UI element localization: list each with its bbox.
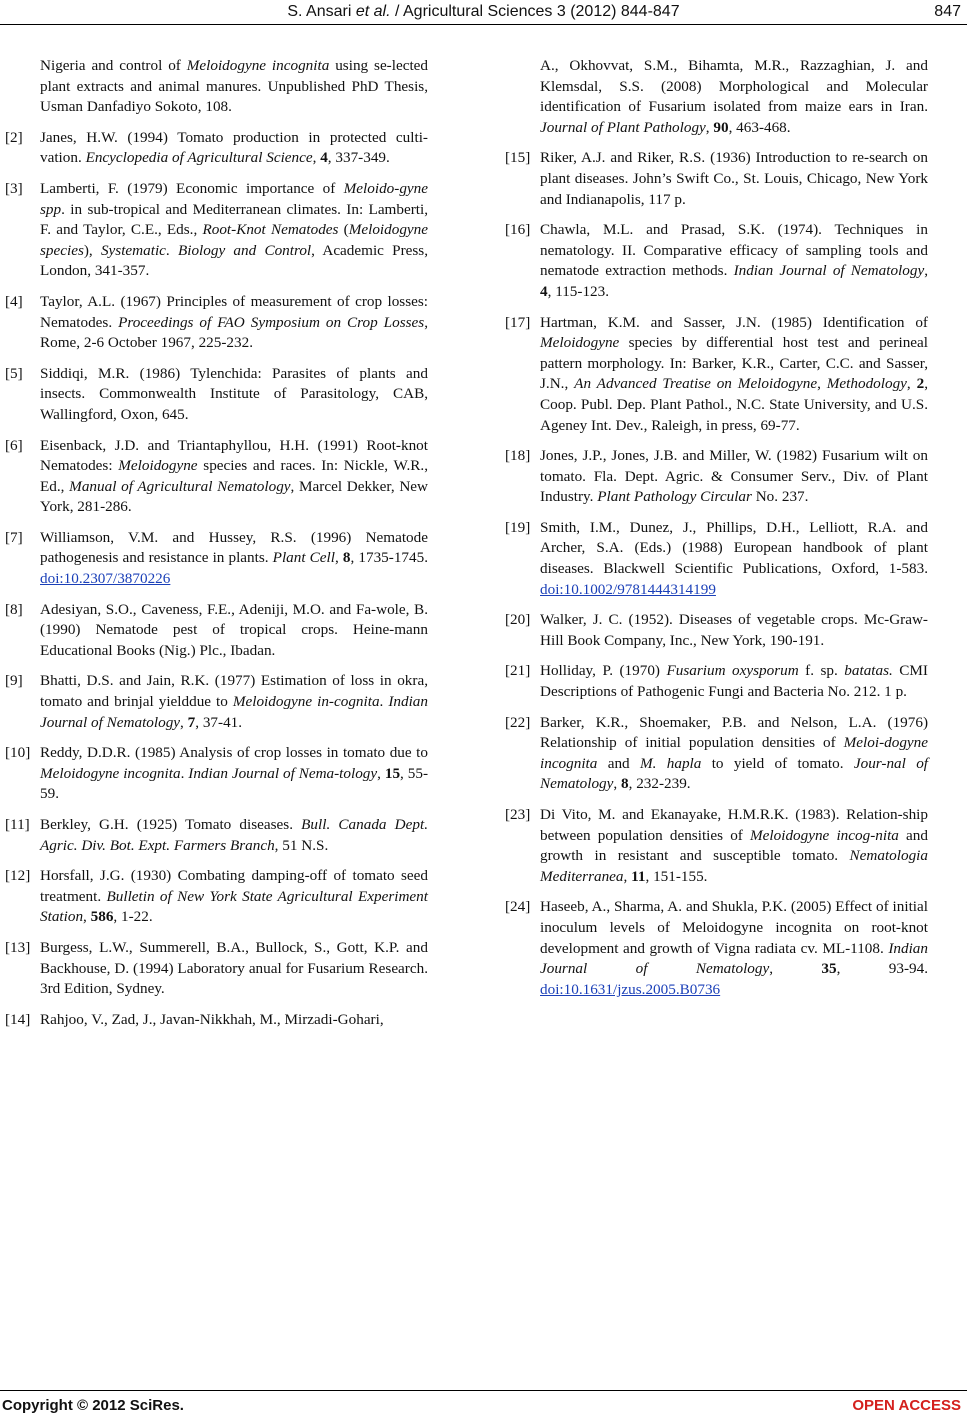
ref-italic: Manual of Agricultural Nematology	[69, 477, 291, 495]
ref-text: and	[597, 754, 640, 772]
doi-link[interactable]: doi:10.1002/9781444314199	[540, 580, 716, 598]
ref-number: [9]	[5, 672, 23, 690]
ref-text: , Marcel Dekker, New York, 281-286.	[40, 477, 428, 516]
ref-text: and growth in resistant and susceptible tomato.	[540, 826, 928, 865]
ref-italic: Meloidogyne incognita	[40, 764, 181, 782]
ref-text: Janes, H.W. (1994) Tomato production in protected culti-vation.	[40, 128, 428, 167]
ref-italic: Indian Journal of Nema-tology	[188, 764, 378, 782]
copyright-notice: Copyright © 2012 SciRes.	[2, 1397, 184, 1414]
reference-19	[505, 518, 928, 600]
ref-text: , 1-22.	[113, 908, 153, 926]
ref-italic: Systematic	[100, 241, 166, 259]
ref-italic: Proceedings of FAO Symposium on Crop Losses	[118, 313, 425, 331]
ref-text: .	[165, 241, 178, 259]
ref-italic: Meloido-gyne spp	[40, 179, 428, 218]
doi-link[interactable]: doi:10.2307/3870226	[40, 570, 171, 588]
ref-italic: Meloidogyne incog-nita	[750, 826, 899, 844]
open-access-label: OPEN ACCESS	[852, 1397, 961, 1414]
ref-italic: An Advanced Treatise on Meloidogyne	[574, 375, 818, 393]
reference-20	[505, 610, 928, 651]
ref-italic: Meloidogyne species	[40, 221, 428, 259]
ref-italic: Indian Journal of Nematology	[540, 939, 928, 978]
ref-text: Haseeb, A., Sharma, A. and Shukla, P.K. (2005) Effect of initial inoculum levels of Meloidogyne incognita on root-knot development and growth of Vigna radiata cv. ML-1108.	[540, 898, 928, 957]
reference-11	[5, 815, 428, 856]
reference-7	[5, 528, 428, 590]
ref-number: [18]	[505, 447, 531, 465]
ref-number: [14]	[5, 1010, 31, 1028]
ref-italic: M. hapla	[639, 754, 702, 772]
ref-text: ,	[613, 775, 621, 793]
reference-3	[5, 179, 428, 282]
ref-italic: batatas.	[844, 662, 893, 680]
ref-text: Berkley, G.H. (1925) Tomato diseases.	[40, 816, 302, 833]
ref-text: ),	[83, 241, 101, 259]
ref-number: [21]	[505, 662, 531, 680]
ref-italic: Jour-nal of Nematology	[540, 754, 929, 793]
ref-italic: Bulletin of New York State Agricultural Experiment Station	[40, 887, 428, 926]
reference-12	[5, 866, 428, 928]
ref-text: ,	[335, 549, 343, 567]
ref-italic: Plant Pathology Circular	[597, 488, 752, 506]
ref-text: ,	[705, 118, 714, 136]
ref-text: A., Okhovvat, S.M., Bihamta, M.R., Razzaghian, J. and Klemsdal, S.S. (2008) Morphological and Molecular identification of Fusarium isolated from maize ears in Iran.	[540, 57, 928, 116]
ref-volume: 15	[384, 764, 401, 782]
ref-text: , 37-41.	[195, 713, 243, 731]
reference-1-continuation	[5, 56, 428, 118]
reference-2	[5, 128, 428, 169]
ref-number: [13]	[5, 938, 31, 956]
running-authors: S. Ansari	[287, 3, 356, 20]
ref-text: f. sp.	[798, 662, 845, 680]
ref-text: Barker, K.R., Shoemaker, P.B. and Nelson, L.A. (1976) Relationship of initial population densities of	[540, 713, 928, 752]
ref-text: Eisenback, J.D. and Triantaphyllou, H.H. (1991) Root-knot Nematodes:	[40, 436, 428, 475]
ref-italic: Biology and Control	[177, 241, 312, 259]
reference-22	[505, 713, 928, 795]
ref-text: Horsfall, J.G. (1930) Combating damping-off of tomato seed treatment.	[40, 867, 428, 905]
ref-volume: 8	[621, 775, 629, 793]
running-journal: / Agricultural Sciences 3 (2012) 844-847	[390, 3, 680, 20]
ref-number: [7]	[5, 528, 23, 546]
ref-italic: Bull. Canada Dept. Agric. Div. Bot. Expt. Farmers Branch	[40, 816, 428, 854]
ref-italic: Indian Journal of Nematology	[40, 693, 428, 731]
ref-text: , 1735-1745.	[350, 549, 429, 567]
ref-volume: 35	[821, 960, 837, 978]
ref-text: , 337-349.	[327, 149, 390, 167]
ref-number: [2]	[5, 128, 23, 146]
ref-text: Burgess, L.W., Summerell, B.A., Bullock, S., Gott, K.P. and Backhouse, D. (1994) Laboratory anual for Fusarium Research. 3rd Edition, Sydney.	[40, 938, 428, 998]
ref-number: [20]	[505, 611, 531, 629]
ref-volume: 4	[540, 282, 548, 300]
ref-text: (	[338, 221, 349, 239]
ref-volume: 2	[916, 375, 925, 393]
ref-italic: Plant Cell	[272, 549, 335, 567]
ref-text: Lamberti, F. (1979) Economic importance of	[40, 179, 344, 197]
ref-volume: 11	[631, 867, 646, 885]
ref-italic: Meloidogyne in-cognita	[232, 693, 380, 711]
ref-italic: Meloidogyne	[118, 457, 198, 475]
ref-italic: Meloi-dogyne incognita	[540, 734, 928, 772]
ref-text: . in sub-tropical and Mediterranean climates. In: Lamberti, F. and Taylor, C.E., Eds.,	[40, 200, 428, 239]
ref-italic: Journal of Plant Pathology	[540, 118, 706, 136]
ref-text: Nigeria and control of	[40, 57, 187, 74]
ref-text: , 232-239.	[628, 775, 691, 793]
ref-text: Siddiqi, M.R. (1986) Tylenchida: Parasites of plants and insects. Commonwealth Institute of Parasitology, CAB, Wallingford, Oxon, 645.	[40, 364, 428, 423]
ref-text: .	[379, 693, 389, 711]
ref-number: [16]	[505, 221, 531, 239]
reference-5	[5, 364, 428, 426]
ref-italic: Fusarium oxysporum	[666, 662, 799, 680]
ref-number: [19]	[505, 518, 531, 536]
ref-text: , 115-123.	[547, 282, 610, 300]
running-etal: et al.	[355, 3, 391, 20]
ref-italic: Encyclopedia of Agricultural Science	[85, 149, 313, 167]
ref-text: using se-lected plant extracts and animal manures. Unpublished PhD Thesis, Usman Danfadiyo Sokoto, 108.	[40, 57, 428, 116]
ref-text: ,	[623, 867, 632, 885]
reference-18	[505, 446, 928, 508]
running-header	[0, 2, 967, 24]
ref-number: [22]	[505, 713, 531, 731]
ref-volume: 90	[713, 118, 729, 136]
ref-italic: Indian Journal of Nematology	[733, 262, 925, 280]
ref-text: ,	[83, 908, 91, 926]
ref-text: Di Vito, M. and Ekanayake, H.M.R.K. (1983). Relation-ship between population densities of	[540, 806, 928, 844]
ref-text: Riker, A.J. and Riker, R.S. (1936) Introduction to re-search on plant diseases. John’s Swift Co., St. Louis, Chicago, New York and Indianapolis, 117 p.	[540, 149, 928, 208]
ref-text: species by differential host test and perineal pattern morphology. In: Barker, K.R., Carter, C.C. and Sasser, J.N.,	[540, 334, 928, 393]
ref-text: Reddy, D.D.R. (1985) Analysis of crop losses in tomato due to	[40, 744, 428, 762]
ref-text: ,	[817, 375, 827, 393]
ref-number: [23]	[505, 806, 531, 823]
ref-text: Taylor, A.L. (1967) Principles of measurement of crop losses: Nematodes.	[40, 292, 428, 331]
right-column	[505, 56, 928, 1010]
ref-volume: 586	[90, 908, 114, 926]
ref-number: [15]	[505, 149, 531, 167]
ref-italic: Meloidogyne incognita	[186, 57, 330, 74]
ref-text: Holliday, P. (1970)	[540, 662, 667, 680]
running-title	[0, 2, 967, 22]
ref-text: , Academic Press, London, 341-357.	[40, 241, 429, 280]
ref-text: ,	[377, 764, 385, 782]
ref-number: [6]	[5, 436, 23, 454]
ref-text: Rahjoo, V., Zad, J., Javan-Nikkhah, M., Mirzadi-Gohari,	[40, 1010, 384, 1028]
footer-rule	[0, 1390, 967, 1391]
ref-number: [24]	[505, 898, 531, 916]
ref-text: CMI Descriptions of Pathogenic Fungi and Bacteria No. 212. 1 p.	[540, 662, 928, 701]
ref-italic: Methodology	[826, 375, 907, 393]
ref-text: ,	[180, 713, 188, 731]
ref-number: [4]	[5, 292, 23, 310]
ref-text: ,	[906, 375, 917, 393]
reference-14	[5, 1010, 428, 1031]
reference-23	[505, 805, 928, 887]
ref-text: to yield of tomato.	[701, 754, 854, 772]
ref-volume: 7	[187, 713, 196, 731]
reference-16	[505, 220, 928, 302]
reference-21	[505, 661, 928, 702]
reference-13	[5, 938, 428, 1000]
ref-text: species and races. In: Nickle, W.R., Ed.,	[40, 457, 428, 495]
ref-text: Smith, I.M., Dunez, J., Phillips, D.H., Lelliott, R.A. and Archer, S.A. (Eds.) (1988) European handbook of plant diseases. Blackwell Scientific Publications, Oxford, 1-583.	[540, 518, 928, 578]
ref-text: , 151-155.	[645, 867, 708, 885]
ref-italic: Meloidogyne	[540, 334, 620, 352]
ref-text: , 93-94.	[836, 960, 929, 978]
reference-17	[505, 313, 928, 437]
ref-text: Hartman, K.M. and Sasser, J.N. (1985) Identification of	[540, 313, 928, 331]
page-number: 847	[934, 3, 961, 20]
ref-text: Williamson, V.M. and Hussey, R.S. (1996) Nematode pathogenesis and resistance in plants.	[40, 528, 428, 567]
ref-text: Chawla, M.L. and Prasad, S.K. (1974). Techniques in nematology. II. Comparative efficacy of sampling tools and nematode extraction methods.	[540, 221, 928, 280]
ref-text: ,	[924, 262, 928, 280]
doi-link[interactable]: doi:10.1631/jzus.2005.B0736	[540, 980, 721, 998]
ref-text: , 55-59.	[40, 764, 428, 803]
ref-number: [12]	[5, 867, 31, 885]
ref-text: Bhatti, D.S. and Jain, R.K. (1977) Estimation of loss in okra, tomato and brinjal yielddue to	[40, 672, 428, 711]
ref-italic: Nematologia Mediterranea	[540, 847, 928, 885]
reference-15	[505, 148, 928, 210]
ref-text: ,	[312, 149, 321, 167]
ref-text: .	[180, 764, 189, 782]
header-rule	[0, 24, 967, 25]
reference-10	[5, 743, 428, 805]
ref-volume: 4	[320, 149, 328, 167]
reference-14-continuation	[505, 56, 928, 138]
ref-number: [17]	[505, 313, 531, 331]
reference-8	[5, 600, 428, 662]
reference-9	[5, 671, 428, 733]
ref-italic: Root-Knot Nematodes	[202, 221, 339, 239]
ref-text: , 463-468.	[728, 118, 791, 136]
reference-24	[505, 897, 928, 1000]
ref-volume: 8	[342, 549, 351, 567]
ref-text: , Rome, 2-6 October 1967, 225-232.	[40, 313, 428, 352]
ref-number: [8]	[5, 600, 23, 618]
ref-text: Jones, J.P., Jones, J.B. and Miller, W. (1982) Fusarium wilt on tomato. Fla. Dept. Agric. & Consumer Serv., Div. of Plant Industry.	[540, 447, 928, 506]
ref-text: Adesiyan, S.O., Caveness, F.E., Adeniji, M.O. and Fa-wole, B. (1990) Nematode pest of tropical crops. Heine-mann Educational Books (Nig.) Plc., Ibadan.	[40, 600, 428, 659]
left-column	[5, 56, 428, 1040]
ref-text: , 51 N.S.	[274, 836, 329, 854]
ref-number: [10]	[5, 744, 31, 762]
ref-text: ,	[769, 960, 822, 978]
page-footer	[0, 1396, 967, 1416]
ref-text: Walker, J. C. (1952). Diseases of vegetable crops. Mc-Graw-Hill Book Company, Inc., New York, 190-191.	[540, 611, 928, 649]
reference-6	[5, 436, 428, 518]
ref-number: [11]	[5, 816, 30, 833]
ref-number: [3]	[5, 179, 23, 197]
ref-text: No. 237.	[751, 488, 809, 506]
ref-text: , Coop. Publ. Dep. Plant Pathol., N.C. State University, and U.S. Ageney Int. Dev., Raleigh, in press, 69-77.	[540, 375, 929, 434]
ref-number: [5]	[5, 364, 23, 382]
reference-4	[5, 292, 428, 354]
